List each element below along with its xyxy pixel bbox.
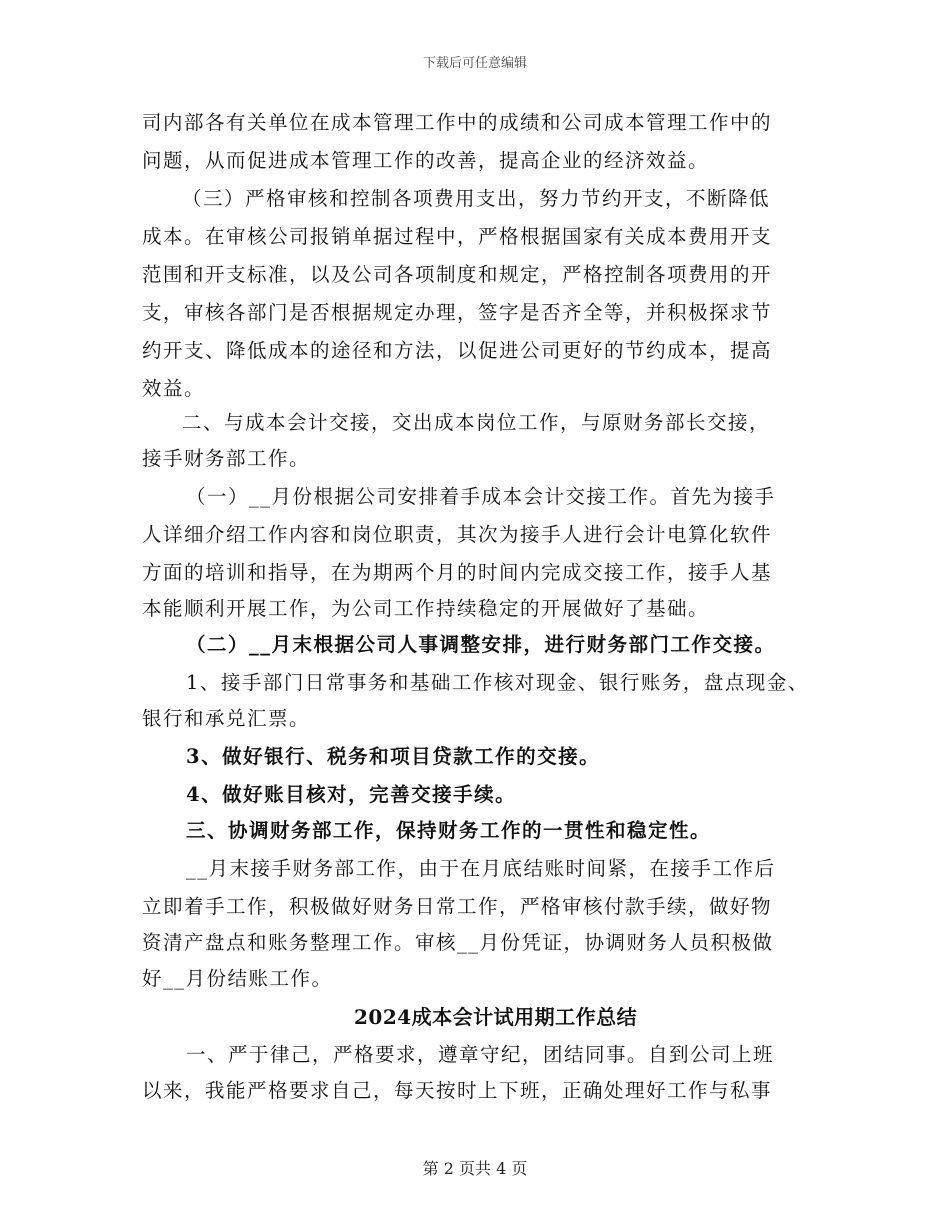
paragraph-line: 二、与成本会计交接，交出成本岗位工作，与原财务部长交接， (182, 411, 771, 434)
paragraph-line: 方面的培训和指导，在为期两个月的时间内完成交接工作，接手人基 (142, 561, 773, 584)
paragraph-line: （三）严格审核和控制各项费用支出，努力节约开支，不断降低 (182, 187, 771, 210)
paragraph-line: 好__月份结账工作。 (142, 967, 333, 990)
paragraph-line: 本能顺利开展工作，为公司工作持续稳定的开展做好了基础。 (142, 597, 710, 620)
page-header: 下载后可任意编辑 (422, 56, 527, 71)
paragraph-line: 1、接手部门日常事务和基础工作核对现金、银行账务，盘点现金、 (186, 671, 809, 694)
paragraph-line: 范围和开支标准，以及公司各项制度和规定，严格控制各项费用的开 (142, 263, 773, 286)
paragraph-line: 支，审核各部门是否根据规定办理，签字是否齐全等，并积极探求节 (142, 301, 773, 324)
paragraph-line: 司内部各有关单位在成本管理工作中的成绩和公司成本管理工作中的 (142, 111, 773, 134)
subheading-line: 4、做好账目核对，完善交接手续。 (186, 783, 517, 806)
document-title: 2024成本会计试用期工作总结 (354, 1005, 638, 1029)
paragraph-line: 效益。 (142, 377, 206, 400)
paragraph-line: 约开支、降低成本的途径和方法，以促进公司更好的节约成本，提高 (142, 339, 773, 362)
paragraph-line: 立即着手工作，积极做好财务日常工作，严格审核付款手续，做好物 (142, 895, 773, 918)
paragraph-line: 资清产盘点和账务整理工作。审核__月份凭证，协调财务人员积极做 (142, 931, 774, 954)
paragraph-line: __月末接手财务部工作，由于在月底结账时间紧，在接手工作后 (186, 857, 776, 880)
paragraph-line: 银行和承兑汇票。 (142, 707, 311, 730)
paragraph-line: 成本。在审核公司报销单据过程中，严格根据国家有关成本费用开支 (142, 225, 773, 248)
subheading-line: （二）__月末根据公司人事调整安排，进行财务部门工作交接。 (186, 633, 776, 656)
paragraph-line: 接手财务部工作。 (142, 447, 311, 470)
subheading-line: 3、做好银行、税务和项目贷款工作的交接。 (186, 745, 601, 768)
paragraph-line: 人详细介绍工作内容和岗位职责，其次为接手人进行会计电算化软件 (142, 523, 773, 546)
paragraph-line: （一）__月份根据公司安排着手成本会计交接工作。首先为接手 (186, 485, 776, 508)
paragraph-line: 一、严于律己，严格要求，遵章守纪，团结同事。自到公司上班 (186, 1043, 775, 1066)
section-heading-line: 三、协调财务部工作，保持财务工作的一贯性和稳定性。 (186, 819, 712, 842)
page-number: 第 2 页共 4 页 (422, 1159, 528, 1178)
paragraph-line: 问题，从而促进成本管理工作的改善，提高企业的经济效益。 (142, 149, 710, 172)
paragraph-line: 以来，我能严格要求自己，每天按时上下班，正确处理好工作与私事 (142, 1079, 773, 1102)
